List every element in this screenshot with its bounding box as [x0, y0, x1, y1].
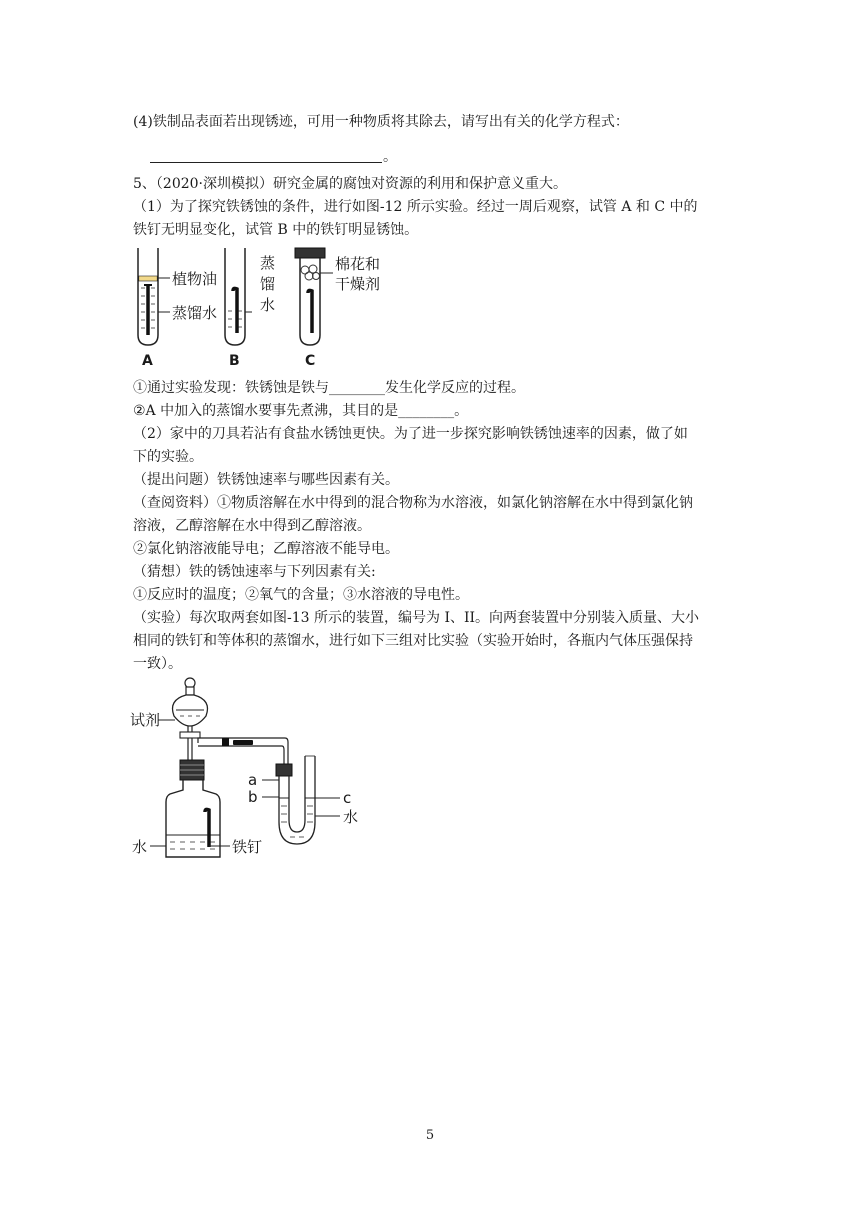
- text-line: 下的实验。: [133, 449, 203, 465]
- figure-12-test-tubes: [130, 243, 400, 368]
- label-tube-b: B: [229, 353, 240, 368]
- test-tube-c: [295, 248, 333, 345]
- label-b-water-3: 水: [260, 296, 276, 314]
- label-water-bottle: 水: [132, 838, 148, 856]
- text-line: 溶液，乙醇溶解在水中得到乙醇溶液。: [133, 518, 371, 534]
- label-b-water-1: 蒸: [260, 254, 276, 272]
- figure-13-apparatus: [130, 672, 380, 867]
- answer-blank: [150, 148, 382, 163]
- label-b-water-2: 馏: [260, 275, 276, 293]
- text-line: 铁钉无明显变化，试管 B 中的铁钉明显锈蚀。: [133, 222, 419, 238]
- label-b: b: [248, 788, 258, 806]
- text-line: ②A 中加入的蒸馏水要事先煮沸，其目的是________。: [133, 403, 469, 419]
- text-line: （查阅资料）①物质溶解在水中得到的混合物称为水溶液，如氯化钠溶解在水中得到氯化钠: [133, 495, 693, 511]
- answer-blank-end: 。: [383, 149, 397, 165]
- test-tube-a: [138, 248, 170, 345]
- label-a: a: [248, 771, 258, 789]
- reaction-bottle: [150, 760, 230, 857]
- text-line: 相同的铁钉和等体积的蒸馏水，进行如下三组对比实验（实验开始时，各瓶内气体压强保持: [133, 633, 693, 649]
- text-line: （猜想）铁的锈蚀速率与下列因素有关:: [133, 564, 376, 580]
- label-c: c: [343, 789, 352, 807]
- label-tube-a: A: [142, 353, 153, 368]
- label-reagent: 试剂: [130, 711, 161, 729]
- text-line: （提出问题）铁锈蚀速率与哪些因素有关。: [133, 472, 399, 488]
- label-tube-c: C: [305, 353, 316, 368]
- text-line: 一致）。: [133, 656, 182, 672]
- text-line: （2）家中的刀具若沾有食盐水锈蚀更快。为了进一步探究影响铁锈蚀速率的因素，做了如: [133, 426, 688, 442]
- test-tube-b: [225, 248, 252, 345]
- text-line: ②氯化钠溶液能导电；乙醇溶液不能导电。: [133, 541, 399, 557]
- text-line: ①反应时的温度；②氧气的含量；③水溶液的导电性。: [133, 587, 469, 603]
- label-iron-nail: 铁钉: [232, 838, 263, 856]
- label-cotton: 棉花和: [335, 255, 381, 273]
- text-line: （1）为了探究铁锈蚀的条件，进行如图-12 所示实验。经过一周后观察，试管 A 和 C 中的: [133, 199, 698, 215]
- text-line: （实验）每次取两套如图-13 所示的装置，编号为 I、II。向两套装置中分别装入质量、大小: [133, 610, 700, 626]
- question-4-text: (4)铁制品表面若出现锈迹，可用一种物质将其除去，请写出有关的化学方程式：: [133, 114, 629, 130]
- u-tube: [262, 756, 340, 844]
- page-number: 5: [425, 1128, 435, 1143]
- text-line: ①通过实验发现：铁锈蚀是铁与________发生化学反应的过程。: [133, 380, 525, 396]
- label-distilled-water-a: 蒸馏水: [172, 304, 218, 322]
- separatory-funnel: [158, 678, 208, 760]
- label-water-u-tube: 水: [343, 808, 359, 826]
- question-5-title: 5、（2020·深圳模拟）研究金属的腐蚀对资源的利用和保护意义重大。: [133, 176, 567, 192]
- label-vegetable-oil: 植物油: [172, 270, 218, 288]
- label-desiccant: 干燥剂: [335, 275, 381, 293]
